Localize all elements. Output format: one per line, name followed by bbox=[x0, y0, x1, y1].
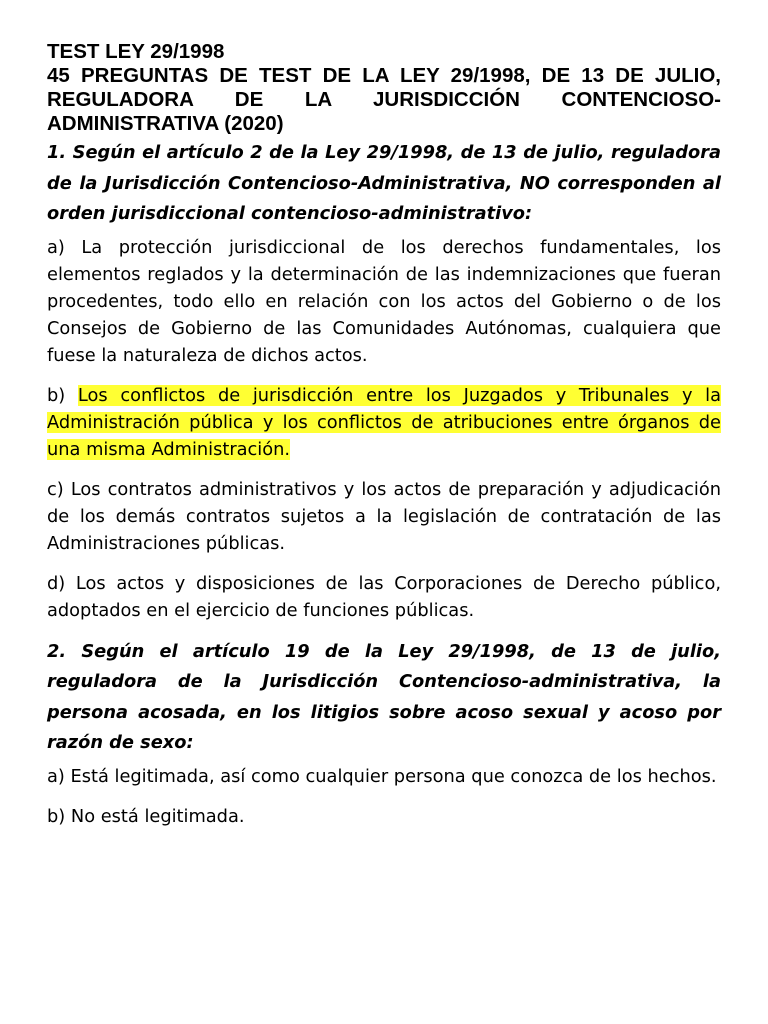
option-text: Está legitimada, así como cualquier persona que conozca de los hechos. bbox=[70, 765, 717, 787]
answer-option-b bbox=[47, 382, 721, 463]
option-prefix: d) bbox=[47, 572, 76, 594]
document-title: TEST LEY 29/1998 bbox=[47, 40, 225, 63]
option-text: Los actos y disposiciones de las Corporaciones de Derecho público, adoptados en el ejercicio de funciones públicas. bbox=[47, 572, 721, 621]
option-prefix: b) bbox=[47, 384, 78, 406]
question-text: 1. Según el artículo 2 de la Ley 29/1998, de 13 de julio, reguladora de la Jurisdicción Contencioso-Administrativa, NO corresponden al orden jurisdiccional contencioso-administrativo: bbox=[47, 142, 721, 224]
question-text: 2. Según el artículo 19 de la Ley 29/1998, de 13 de julio, reguladora de la Jurisdicción Contencioso-administrativa, la persona acosada, en los litigios sobre acoso sexual y acoso por razón de sexo: bbox=[47, 640, 721, 753]
question-block-1 bbox=[47, 138, 721, 624]
document-page bbox=[47, 40, 721, 843]
option-prefix: a) bbox=[47, 765, 71, 787]
option-prefix: b) bbox=[47, 805, 71, 827]
answer-option-a bbox=[47, 234, 721, 369]
answer-option-c bbox=[47, 476, 721, 557]
option-prefix: c) bbox=[47, 478, 71, 500]
option-text: La protección jurisdiccional de los derechos fundamentales, los elementos reglados y la determinación de las indemnizaciones que fueran procedentes, todo ello en relación con los actos del Gobierno o de los Consejos de Gobierno de las Comunidades Autónomas, cualquiera que fuese la naturaleza de dichos actos. bbox=[47, 236, 721, 366]
answer-option-b bbox=[47, 803, 721, 830]
document-subtitle: 45 PREGUNTAS DE TEST DE LA LEY 29/1998, DE 13 DE JULIO, REGULADORA DE LA JURISDICCIÓN CONTENCIOSO-ADMINISTRATIVA (2020) bbox=[47, 64, 721, 135]
answer-option-a bbox=[47, 763, 721, 790]
option-text: Los contratos administrativos y los actos de preparación y adjudicación de los demás contratos sujetos a la legislación de contratación de las Administraciones públicas. bbox=[47, 478, 721, 554]
highlighted-correct-answer: Los conflictos de jurisdicción entre los Juzgados y Tribunales y la Administración pública y los conflictos de atribuciones entre órganos de una misma Administración. bbox=[47, 384, 721, 460]
option-text: No está legitimada. bbox=[70, 805, 245, 827]
answer-option-d bbox=[47, 570, 721, 624]
question-block-2 bbox=[47, 637, 721, 830]
option-prefix: a) bbox=[47, 236, 82, 258]
